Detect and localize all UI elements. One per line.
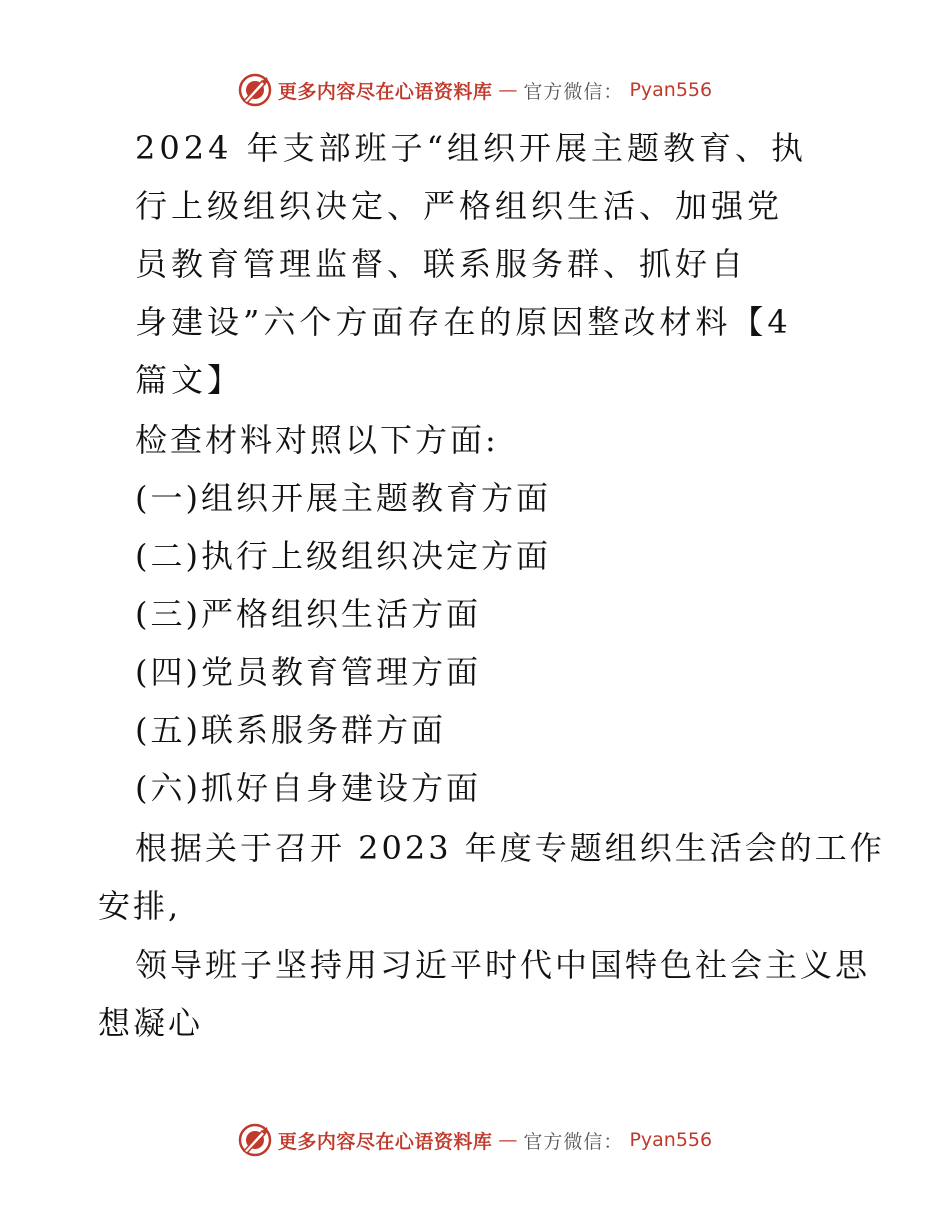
paragraph-1-line-1: 根据关于召开 2023 年度专题组织生活会的工作 bbox=[135, 829, 885, 867]
watermark-dash: — bbox=[498, 1129, 518, 1151]
watermark bbox=[238, 1123, 712, 1157]
watermark-account: Pyan556 bbox=[629, 79, 713, 101]
aspect-item-2: (二)执行上级组织决定方面 bbox=[135, 537, 551, 575]
paragraph-2-line-2: 想凝心 bbox=[98, 1004, 204, 1042]
aspect-item-1: (一)组织开展主题教育方面 bbox=[135, 479, 551, 517]
watermark-account: Pyan556 bbox=[629, 1129, 713, 1151]
watermark-dash: — bbox=[498, 79, 518, 101]
title-line-4: 身建设”六个方面存在的原因整改材料【4 bbox=[135, 303, 792, 341]
title-line-1: 2024 年支部班子“组织开展主题教育、执 bbox=[135, 129, 807, 167]
quill-logo-icon bbox=[238, 73, 272, 107]
watermark-brand: 更多内容尽在心语资料库 bbox=[277, 1130, 493, 1153]
aspect-item-4: (四)党员教育管理方面 bbox=[135, 653, 481, 691]
watermark-brand: 更多内容尽在心语资料库 bbox=[277, 80, 493, 103]
aspect-item-5: (五)联系服务群方面 bbox=[135, 711, 446, 749]
aspect-item-3: (三)严格组织生活方面 bbox=[135, 595, 481, 633]
watermark-label: 官方微信： bbox=[523, 80, 624, 103]
quill-logo-icon bbox=[238, 1123, 272, 1157]
watermark bbox=[238, 73, 712, 107]
watermark-label: 官方微信： bbox=[523, 1130, 624, 1153]
aspect-item-6: (六)抓好自身建设方面 bbox=[135, 769, 481, 807]
title-line-3: 员教育管理监督、联系服务群、抓好自 bbox=[135, 245, 748, 283]
intro-text: 检查材料对照以下方面: bbox=[135, 421, 499, 459]
footer-watermark bbox=[0, 1120, 950, 1160]
title-line-5: 篇文】 bbox=[135, 361, 244, 399]
title-line-2: 行上级组织决定、严格组织生活、加强党 bbox=[135, 187, 784, 225]
paragraph-1-line-2: 安排, bbox=[98, 887, 182, 925]
header-watermark bbox=[0, 70, 950, 110]
paragraph-2-line-1: 领导班子坚持用习近平时代中国特色社会主义思 bbox=[135, 946, 871, 984]
